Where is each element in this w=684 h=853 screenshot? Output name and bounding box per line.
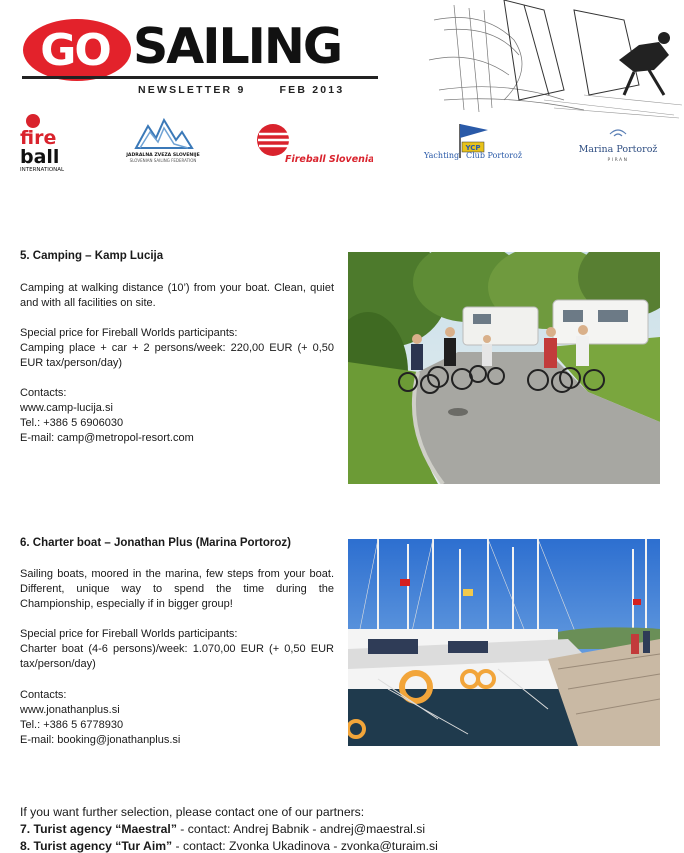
agency-maestral-line (20, 822, 425, 836)
svg-text:ball: ball (20, 146, 60, 168)
camping-website-link[interactable]: www.camp-lucija.si (20, 402, 113, 414)
svg-text:PIRAN: PIRAN (607, 158, 629, 163)
agency-turaim-line (20, 839, 438, 853)
slovenian-sailing-federation-logo (126, 112, 200, 174)
gosailing-logo-go (22, 18, 132, 82)
svg-text:INTERNATIONAL: INTERNATIONAL (20, 167, 65, 173)
fireball-slovenia-logo (255, 112, 373, 174)
svg-text:YCP: YCP (465, 144, 481, 152)
agency-maestral-name: 7. Turist agency “Maestral” (20, 822, 177, 836)
charter-phone: Tel.: +386 5 6778930 (20, 719, 124, 731)
newsletter-label: NEWSLETTER 9 (138, 84, 246, 96)
agency-turaim-name: 8. Turist agency “Tur Aim” (20, 839, 173, 853)
camping-description: Camping at walking distance (10’) from your boat. Clean, quiet and with all facilities on site. (20, 282, 334, 309)
svg-text:GO: GO (40, 25, 110, 76)
charter-description: Sailing boats, moored in the marina, few steps from your boat. Different, unique way to spend the time during the Championship, especially if in bigger group! (20, 568, 334, 610)
camping-email-link[interactable]: E-mail: camp@metropol-resort.com (20, 432, 194, 444)
charter-special-price: Charter boat (4-6 persons)/week: 1.070,00 EUR (+ 0,50 EUR tax/person/day) (20, 643, 334, 670)
agency-maestral-contact[interactable]: - contact: Andrej Babnik - andrej@maestral.si (176, 822, 426, 836)
svg-text:SLOVENIAN SAILING FEDERATION: SLOVENIAN SAILING FEDERATION (129, 158, 197, 163)
camping-section-title: 5. Camping – Kamp Lucija (20, 250, 164, 262)
svg-text:Marina Portorož: Marina Portorož (578, 144, 658, 155)
svg-text:Club Portorož: Club Portorož (466, 151, 522, 160)
camping-cyclists-photo (348, 252, 660, 484)
newsletter-date: FEB 2013 (279, 84, 345, 96)
svg-text:Yachting: Yachting (424, 151, 460, 160)
svg-text:Fireball Slovenia: Fireball Slovenia (285, 154, 373, 165)
charter-email-link[interactable]: E-mail: booking@jonathanplus.si (20, 734, 181, 746)
header-rule (22, 76, 378, 79)
partners-intro: If you want further selection, please contact one of our partners: (20, 805, 365, 819)
camping-phone: Tel.: +386 5 6906030 (20, 417, 124, 429)
camping-special-price: Camping place + car + 2 persons/week: 220,00 EUR (+ 0,50 EUR tax/person/day) (20, 342, 334, 369)
charter-website-link[interactable]: www.jonathanplus.si (20, 704, 120, 716)
charter-section-title: 6. Charter boat – Jonathan Plus (Marina Portoroz) (20, 537, 291, 549)
marina-boats-photo (348, 539, 660, 746)
sailing-sketch-illustration (424, 0, 684, 120)
charter-contacts-label: Contacts: (20, 689, 67, 701)
svg-text:JADRALNA ZVEZA SLOVENIJE: JADRALNA ZVEZA SLOVENIJE (126, 153, 200, 158)
gosailing-logo-wordmark: SAILING (133, 18, 342, 75)
yachting-club-portoroz-logo (422, 112, 522, 174)
agency-turaim-contact[interactable]: - contact: Zvonka Ukadinova - zvonka@turaim.si (172, 839, 438, 853)
newsletter-issue-line (138, 84, 344, 96)
camping-contacts-label: Contacts: (20, 387, 67, 399)
fireball-international-logo (18, 112, 76, 174)
camping-special-label: Special price for Fireball Worlds participants: (20, 327, 238, 339)
marina-portoroz-logo (570, 112, 666, 174)
charter-special-label: Special price for Fireball Worlds participants: (20, 628, 238, 640)
svg-text:fire: fire (20, 127, 57, 149)
